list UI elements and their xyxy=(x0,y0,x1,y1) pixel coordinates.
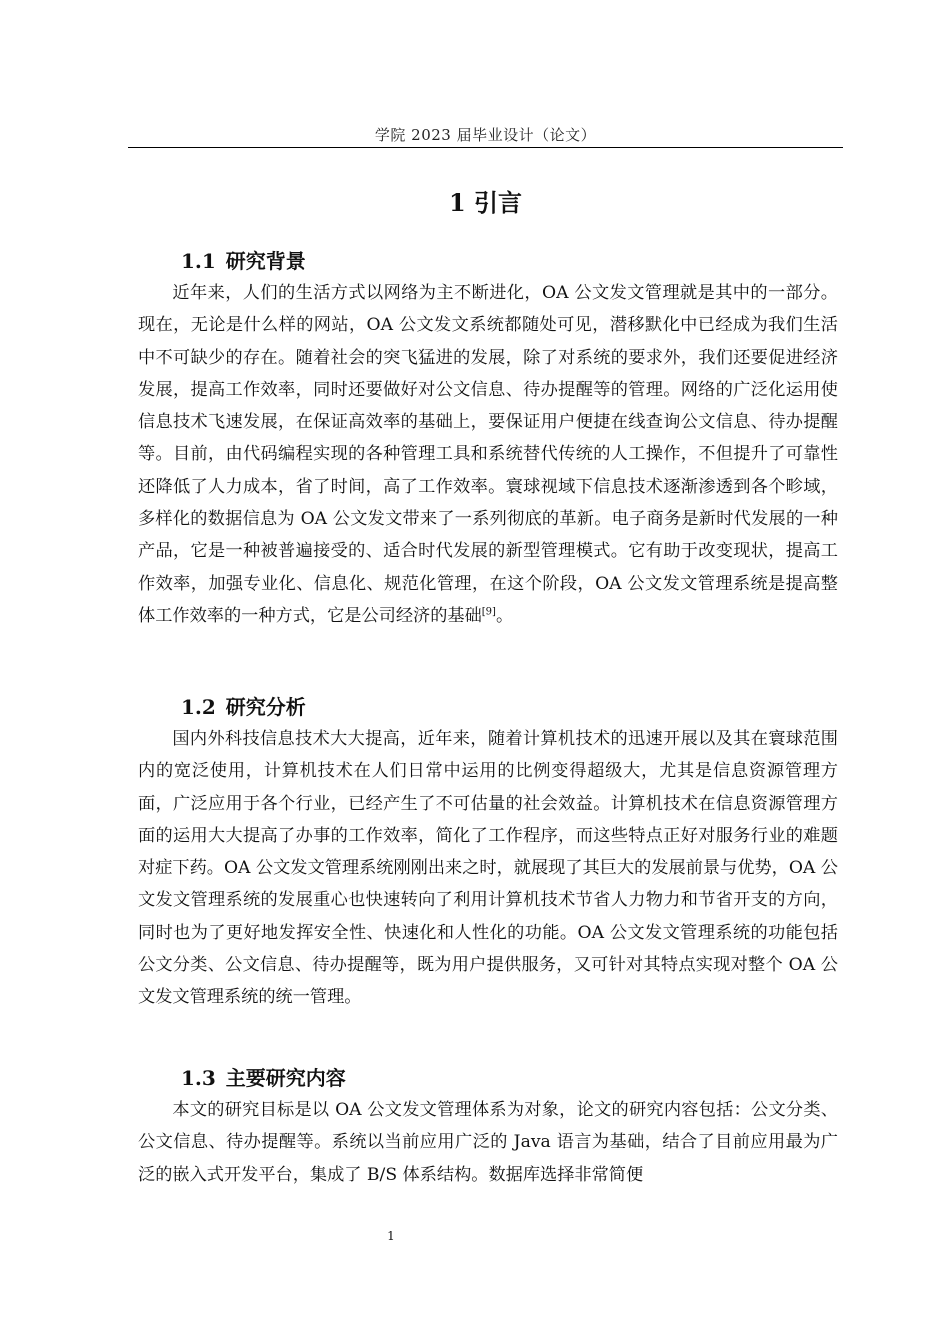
paragraph-main-content: 本文的研究目标是以 OA 公文发文管理体系为对象，论文的研究内容包括：公文分类、公文信息、待办提醒等。系统以当前应用广泛的 Java 语言为基础，结合了目前应用最为广泛的嵌入式开发平台，集成了 B/S 体系结构。数据库选择非常简便 xyxy=(138,1100,838,1185)
running-header: 学院 2023 届毕业设计（论文） xyxy=(374,126,597,144)
section-heading-1-3 xyxy=(181,1062,346,1091)
paragraph-research-background xyxy=(138,277,838,632)
page-number: 1 xyxy=(387,1229,395,1243)
paragraph-research-analysis: 国内外科技信息技术大大提高，近年来，随着计算机技术的迅速开展以及其在寰球范围内的宽泛使用，计算机技术在人们日常中运用的比例变得超级大，尤其是信息资源管理方面，广泛应用于各个行业，已经产生了不可估量的社会效益。计算机技术在信息资源管理方面的运用大大提高了办事的工作效率，简化了工作程序，而这些特点正好对服务行业的难题对症下药。OA 公文发文管理系统刚刚出来之时，就展现了其巨大的发展前景与优势，OA 公文发文管理系统的发展重心也快速转向了利用计算机技术节省人力物力和节省开支的方向，同时也为了更好地发挥安全性、快速化和人性化的功能。OA 公文发文管理系统的功能包括公文分类、公文信息、待办提醒等，既为用户提供服务，又可针对其特点实现对整个 OA 公文发文管理系统的统一管理。 xyxy=(138,729,838,1008)
header-rule xyxy=(128,147,843,148)
section-heading-1-2 xyxy=(181,691,306,720)
section-number: 1.2 xyxy=(181,695,216,719)
section-number: 1.3 xyxy=(181,1066,216,1090)
section-title: 研究分析 xyxy=(225,695,306,719)
section-number: 1.1 xyxy=(181,249,216,273)
section-title: 主要研究内容 xyxy=(225,1066,346,1090)
paragraph-text: 近年来，人们的生活方式以网络为主不断进化，OA 公文发文管理就是其中的一部分。现在，无论是什么样的网站，OA 公文发文系统都随处可见，潜移默化中已经成为我们生活中不可缺少的存在。随着社会的突飞猛进的发展，除了对系统的要求外，我们还要促进经济发展，提高工作效率，同时还要做好对公文信息、待办提醒等的管理。网络的广泛化运用使信息技术飞速发展，在保证高效率的基础上，要保证用户便捷在线查询公文信息、待办提醒等。目前，由代码编程实现的各种管理工具和系统替代传统的人工操作，不但提升了可靠性还降低了人力成本，省了时间，高了工作效率。寰球视域下信息技术逐渐渗透到各个畛域，多样化的数据信息为 OA 公文发文带来了一系列彻底的革新。电子商务是新时代发展的一种产品，它是一种被普遍接受的、适合时代发展的新型管理模式。它有助于改变现状，提高工作效率，加强专业化、信息化、规范化管理，在这个阶段，OA 公文发文管理系统是提高整体工作效率的一种方式，它是公司经济的基础 xyxy=(138,283,838,626)
section-title: 研究背景 xyxy=(225,249,306,273)
chapter-title: 1 引言 xyxy=(448,188,523,217)
section-heading-1-1 xyxy=(181,245,306,274)
paragraph-ending: 。 xyxy=(495,605,514,626)
citation-marker[interactable]: [9] xyxy=(481,606,496,618)
